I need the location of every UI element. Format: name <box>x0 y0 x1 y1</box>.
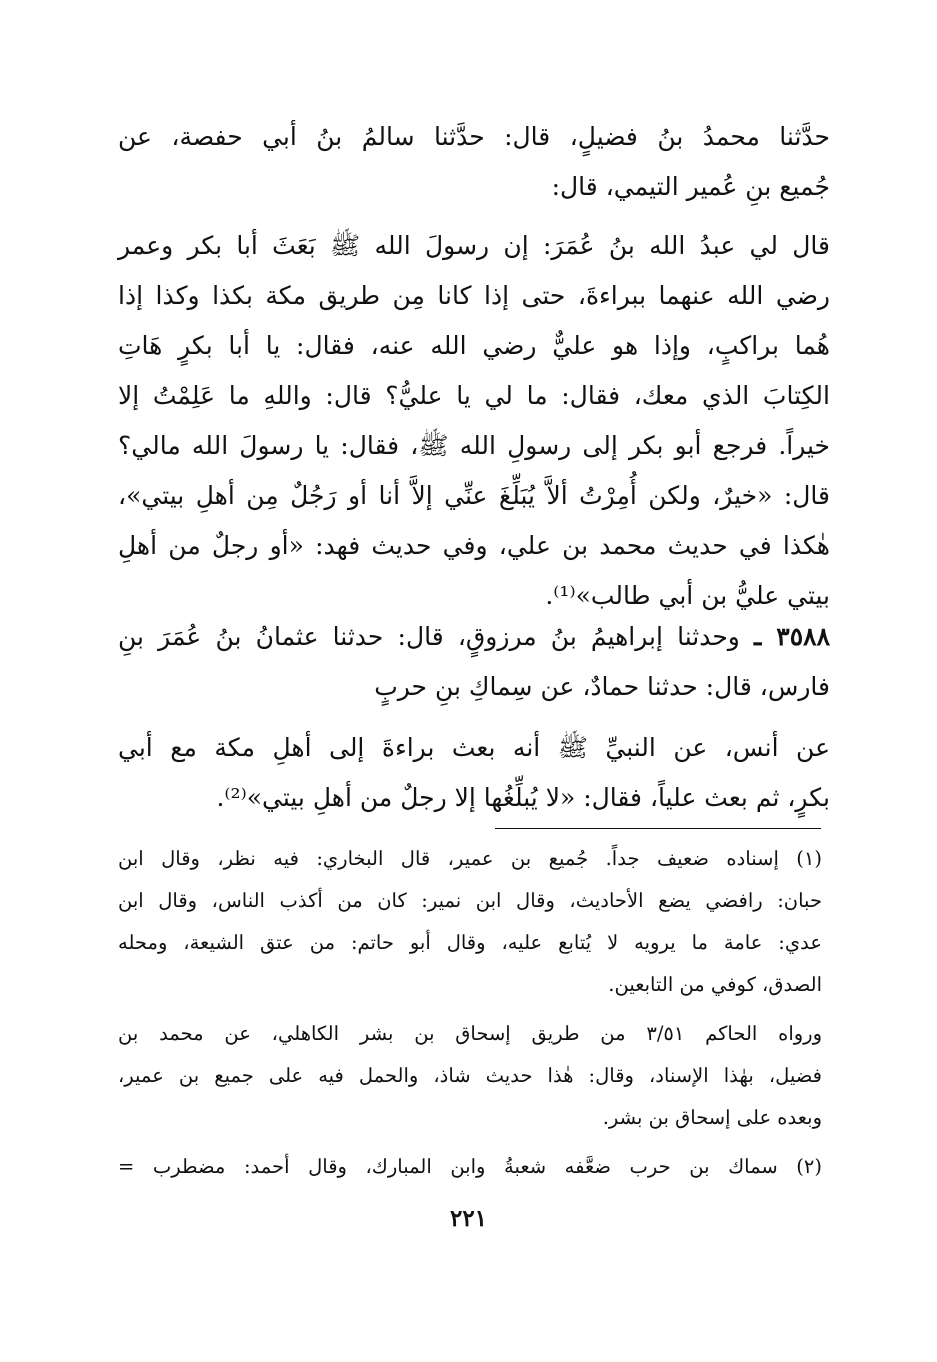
isnad-paragraph-1 <box>118 112 830 212</box>
text-line: وبعده على إسحاق بن بشر. <box>602 1106 822 1129</box>
text-line: قال: «خيرٌ، ولكن أُمِرْتُ ألاَّ يُبَلِّغَ عنِّي إلاَّ أنا أو رَجُلٌ مِن أهلِ بيتي»، <box>118 481 830 510</box>
text-line: بيتي عليُّ بن أبي طالب»⁽¹⁾. <box>545 581 830 610</box>
text-line: (١) إسناده ضعيف جداً. جُميع بن عمير، قال البخاري: فيه نظر، وقال ابن <box>118 847 822 870</box>
text-line: ورواه الحاكم ٣/٥١ من طريق إسحاق بن بشر الكاهلي، عن محمد بن <box>118 1022 822 1045</box>
text-line: هُما براكبٍ، وإذا هو عليٌّ رضي الله عنه، فقال: يا أبا بكرٍ هَاتِ <box>118 331 830 360</box>
footnote-1 <box>118 838 822 1006</box>
text-line: فضيل، بهٰذا الإسناد، وقال: هٰذا حديث شاذ، والحمل فيه على جميع بن عمير، <box>118 1064 822 1087</box>
text-line: بكرٍ، ثم بعث علياً، فقال: «لا يُبلِّغُها إلا رجلٌ من أهلِ بيتي»⁽²⁾. <box>216 783 830 812</box>
text-line: هٰكذا في حديث محمد بن علي، وفي حديث فهد: «أو رجلٌ من أهلِ <box>118 531 830 560</box>
text-line: جُميع بنِ عُمير التيمي، قال: <box>551 172 830 201</box>
matn-paragraph-2 <box>118 723 830 823</box>
text-line: (٢) سماك بن حرب ضعَّفه شعبةُ وابن المبارك، وقال أحمد: مضطرب = <box>118 1155 822 1178</box>
text-line <box>118 612 830 662</box>
text-line: حدَّثنا محمدُ بنُ فضيلٍ، قال: حدَّثنا سالمُ بنُ أبي حفصة، عن <box>118 122 830 151</box>
text-line: فارس، قال: حدثنا حمادٌ، عن سِماكِ بنِ حربٍ <box>374 672 830 701</box>
text-line: عن أنس، عن النبيِّ ﷺ أنه بعث براءةَ إلى أهلِ مكة مع أبي <box>118 733 830 762</box>
isnad-paragraph-2 <box>118 612 830 712</box>
hadith-number: ٣٥٨٨ ـ <box>754 622 831 651</box>
text-line: خيراً. فرجع أبو بكر إلى رسولِ الله ﷺ، فقال: يا رسولَ الله مالي؟ <box>118 431 830 460</box>
footnote-2 <box>118 1146 822 1188</box>
text-line: عدي: عامة ما يرويه لا يُتابع عليه، وقال أبو حاتم: من عتق الشيعة، ومحله <box>118 931 822 954</box>
text-span: وحدثنا إبراهيمُ بنُ مرزوقٍ، قال: حدثنا عثمانُ بنُ عُمَرَ بنِ <box>118 622 740 651</box>
footnote-1-continued <box>118 1013 822 1139</box>
text-line: الكِتابَ الذي معك، فقال: ما لي يا عليُّ؟ قال: واللهِ ما عَلِمْتُ إلا <box>118 381 830 410</box>
text-line: الصدق، كوفي من التابعين. <box>608 973 822 996</box>
text-line: رضي الله عنهما ببراءةَ، حتى إذا كانا مِن طريق مكة بكذا وكذا إذا <box>118 281 830 310</box>
text-line: قال لي عبدُ الله بنُ عُمَرَ: إن رسولَ الله ﷺ بَعَثَ أبا بكر وعمر <box>118 231 830 260</box>
matn-paragraph-1 <box>118 221 830 621</box>
footnote-separator <box>495 828 821 829</box>
text-line: حبان: رافضي يضع الأحاديث، وقال ابن نمير: كان من أكذب الناس، وقال ابن <box>118 889 822 912</box>
page-number: ٢٢١ <box>449 1205 488 1232</box>
